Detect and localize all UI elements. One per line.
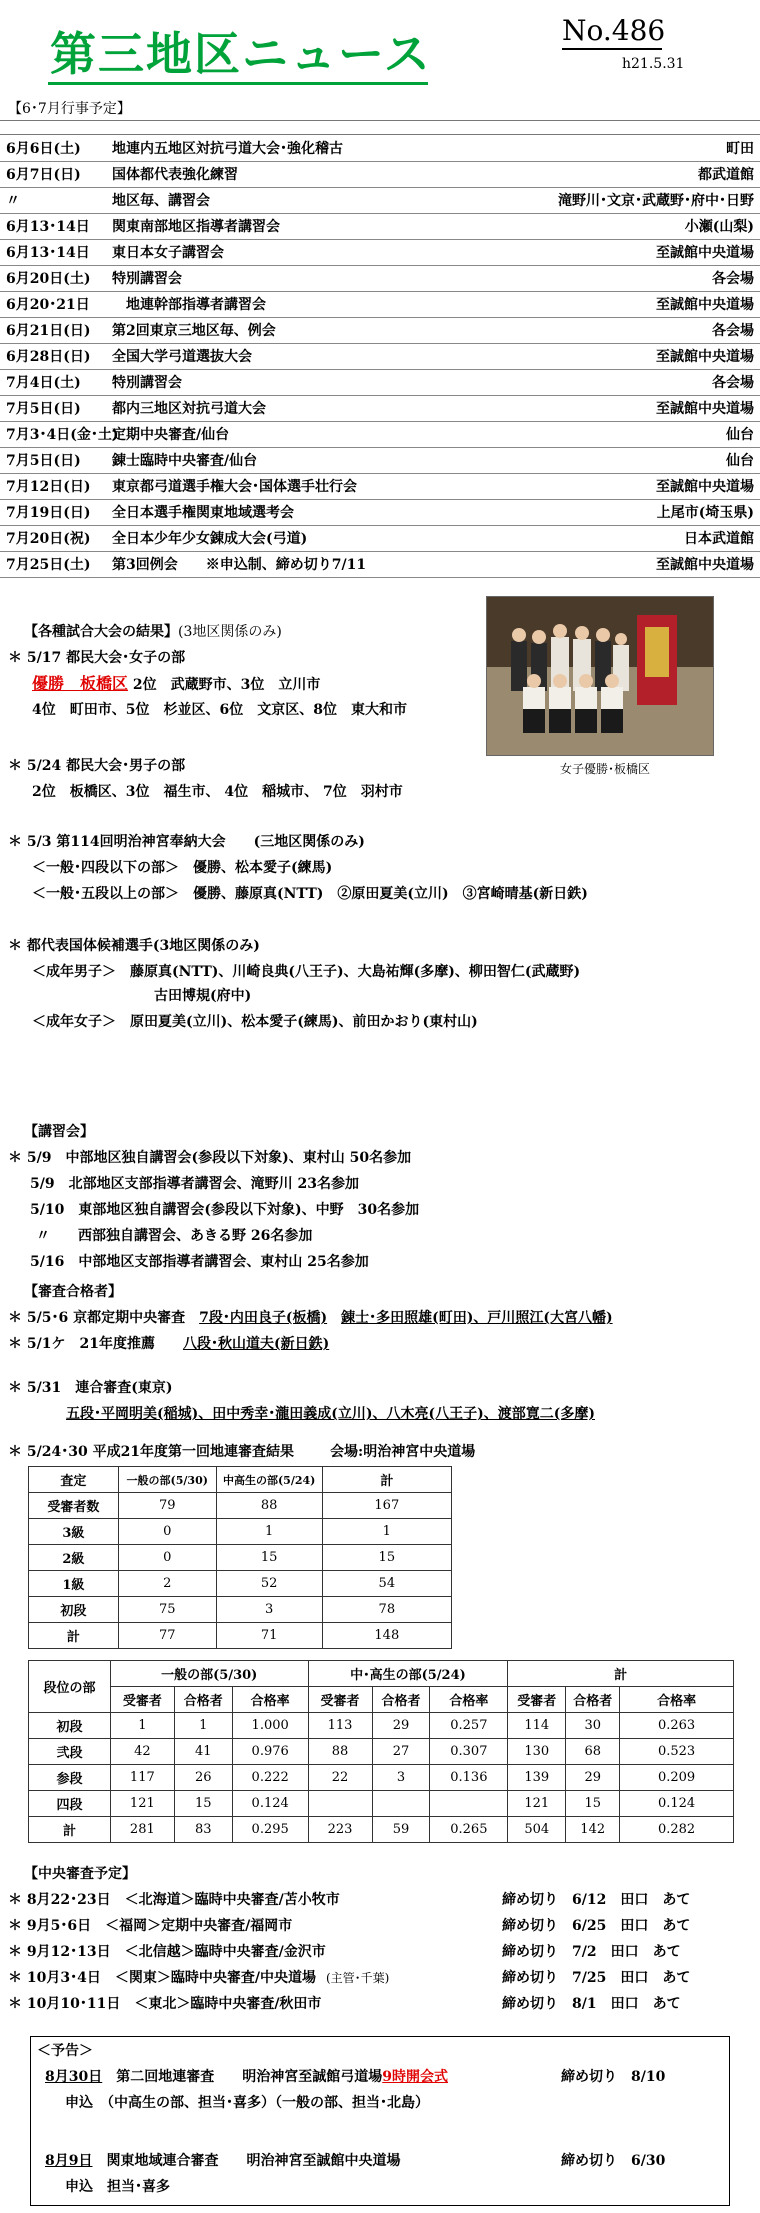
table-cell: 0.124 — [232, 1791, 308, 1817]
lecture-line: 5/16 中部地区支部指導者講習会、東村山 25名参加 — [30, 1254, 369, 1270]
result-line: 4位 町田市、5位 杉並区、6位 文京区、8位 東大和市 — [32, 702, 407, 718]
table-body — [29, 1713, 734, 1843]
notice-line: 8月9日 関東地域連合審査 明治神宮至誠館中央道場 — [45, 2153, 401, 2169]
central-deadline: 締め切り 7/25 田口 あて — [502, 1970, 691, 1986]
table-row — [29, 1571, 452, 1597]
table-cell — [308, 1791, 372, 1817]
result-line: ＊ 都代表国体候補選手(3地区関係のみ) — [8, 938, 260, 954]
schedule-date: 6月13･14日 — [6, 245, 90, 261]
table-cell: 121 — [508, 1791, 566, 1817]
table-cell: 1.000 — [232, 1713, 308, 1739]
schedule-event: 定期中央審査/仙台 — [98, 427, 230, 443]
pass-line: ＊ 5/31 連合審査(東京) — [8, 1380, 173, 1396]
central-item-text: ＊ 8月22･23日 ＜北海道＞臨時中央審査/苫小牧市 — [8, 1892, 340, 1908]
central-item — [8, 1914, 292, 1938]
table-row — [29, 1713, 734, 1739]
schedule-row — [0, 552, 760, 578]
table-row — [29, 1597, 452, 1623]
central-item-text: ＊ 9月12･13日 ＜北信越＞臨時中央審査/金沢市 — [8, 1944, 326, 1960]
table-row — [29, 1545, 452, 1571]
photo-caption: 女子優勝･板橋区 — [560, 762, 651, 776]
notice-heading: ＜予告＞ — [37, 2043, 93, 2059]
schedule-place: 町田 — [726, 141, 754, 157]
table-cell: 3 — [372, 1765, 430, 1791]
result-line: ＜一般･四段以下の部＞ 優勝、松本愛子(練馬) — [32, 860, 333, 876]
schedule-row — [0, 266, 760, 292]
schedule-event: 全日本選手権関東地域選考会 — [98, 505, 294, 521]
issue-date: h21.5.31 — [622, 56, 685, 72]
team-photo — [486, 596, 714, 756]
table-row — [29, 1817, 734, 1843]
table-cell: 167 — [322, 1493, 451, 1519]
schedule-place: 仙台 — [726, 453, 754, 469]
table-header-row — [29, 1661, 734, 1687]
schedule-row — [0, 474, 760, 500]
table-cell — [430, 1791, 508, 1817]
schedule-place: 小瀬(山梨) — [684, 219, 754, 235]
central-item — [8, 1992, 321, 2016]
schedule-date: 6月28日(日) — [6, 349, 91, 365]
table-cell: 参段 — [29, 1765, 111, 1791]
central-item — [8, 1966, 389, 1990]
result-line: ＜成年男子＞ 藤原真(NTT)、川崎良典(八王子)、大島祐輝(多摩)、柳田智仁(武蔵野) — [32, 964, 581, 980]
schedule-event: 特別講習会 — [98, 375, 182, 391]
notice-line: 8月30日 第二回地連審査 明治神宮至誠館弓道場9時開会式 — [45, 2069, 448, 2085]
central-item-text: ＊ 10月3･4日 ＜関東＞臨時中央審査/中央道場 — [8, 1970, 316, 1986]
schedule-place: 至誠館中央道場 — [656, 479, 754, 495]
table-cell: 121 — [110, 1791, 174, 1817]
table-cell: 初段 — [29, 1597, 119, 1623]
table-row — [29, 1765, 734, 1791]
schedule-place: 滝野川･文京･武蔵野･府中･日野 — [558, 193, 754, 209]
table-cell: 139 — [508, 1765, 566, 1791]
table-cell: 0.257 — [430, 1713, 508, 1739]
table-subheader-cell: 受審者 — [508, 1687, 566, 1713]
central-deadline: 締め切り 8/1 田口 あて — [502, 1996, 681, 2012]
notice-deadline: 締め切り 8/10 — [561, 2069, 666, 2085]
lecture-line: 5/10 東部地区独自講習会(参段以下対象)、中野 30名参加 — [30, 1202, 420, 1218]
schedule-place: 仙台 — [726, 427, 754, 443]
schedule-event: 特別講習会 — [98, 271, 182, 287]
table-group-header: 計 — [508, 1661, 734, 1687]
table-cell: 1 — [174, 1713, 232, 1739]
schedule-row — [0, 240, 760, 266]
table-cell: 0.136 — [430, 1765, 508, 1791]
grade-result-table — [28, 1466, 452, 1649]
table-cell: 59 — [372, 1817, 430, 1843]
table-cell: 30 — [566, 1713, 620, 1739]
table-cell: 受審者数 — [29, 1493, 119, 1519]
schedule-row — [0, 318, 760, 344]
table-header-row — [29, 1467, 452, 1493]
schedule-heading: 【6･7月行事予定】 — [8, 101, 131, 117]
table-cell: 0.282 — [620, 1817, 734, 1843]
table-cell: 初段 — [29, 1713, 111, 1739]
table-row — [29, 1493, 452, 1519]
schedule-event: 都内三地区対抗弓道大会 — [98, 401, 266, 417]
table-cell: 0 — [118, 1545, 216, 1571]
table-cell: 281 — [110, 1817, 174, 1843]
central-item — [8, 1888, 340, 1912]
central-item-text: ＊ 9月5･6日 ＜福岡＞定期中央審査/福岡市 — [8, 1918, 293, 1934]
schedule-place: 上尾市(埼玉県) — [656, 505, 754, 521]
table-cell: 504 — [508, 1817, 566, 1843]
central-item-note: (主管･千葉) — [325, 1971, 390, 1985]
table-group-header: 一般の部(5/30) — [110, 1661, 308, 1687]
schedule-date: 7月12日(日) — [6, 479, 91, 495]
table-header-cell: 査定 — [29, 1467, 119, 1493]
notice-box — [30, 2036, 730, 2206]
table-cell: 75 — [118, 1597, 216, 1623]
lecture-line: ＊ 5/9 中部地区独自講習会(参段以下対象)、東村山 50名参加 — [8, 1150, 412, 1166]
schedule-event: 全日本少年少女錬成大会(弓道) — [98, 531, 308, 547]
table-cell: 42 — [110, 1739, 174, 1765]
table-cell: 1 — [216, 1519, 322, 1545]
table-cell: 15 — [216, 1545, 322, 1571]
dan-result-table — [28, 1660, 734, 1843]
schedule-event: 第2回東京三地区毎、例会 — [98, 323, 276, 339]
table-cell: 88 — [308, 1739, 372, 1765]
schedule-date: 7月4日(土) — [6, 375, 81, 391]
table-cell: 77 — [118, 1623, 216, 1649]
schedule-row — [0, 162, 760, 188]
central-deadline: 締め切り 6/25 田口 あて — [502, 1918, 691, 1934]
table-subheader-cell: 受審者 — [308, 1687, 372, 1713]
result-line: ＊ 5/17 都民大会･女子の部 — [8, 650, 186, 666]
notice-line: 申込 （中高生の部、担当･喜多）（一般の部、担当･北島） — [65, 2095, 429, 2111]
schedule-date: 〃 — [6, 193, 20, 209]
schedule-date: 6月20日(土) — [6, 271, 91, 287]
table-cell: 114 — [508, 1713, 566, 1739]
table-cell: 3級 — [29, 1519, 119, 1545]
schedule-date: 7月5日(日) — [6, 401, 81, 417]
schedule-row — [0, 370, 760, 396]
schedule-date: 7月19日(日) — [6, 505, 91, 521]
table-cell: 2級 — [29, 1545, 119, 1571]
pass-line: ＊ 5/5･6 京都定期中央審査 7段･内田良子(板橋) 錬士･多田照雄(町田)、戸川照江(大宮八幡) — [8, 1310, 613, 1326]
schedule-place: 至誠館中央道場 — [656, 349, 754, 365]
result-line: ＊ 5/24 都民大会･男子の部 — [8, 758, 186, 774]
schedule-event: 国体都代表強化練習 — [98, 167, 238, 183]
central-item-text: ＊ 10月10･11日 ＜東北＞臨時中央審査/秋田市 — [8, 1996, 322, 2012]
central-deadline: 締め切り 7/2 田口 あて — [502, 1944, 681, 1960]
schedule-row — [0, 422, 760, 448]
table-subheader-cell: 合格率 — [232, 1687, 308, 1713]
schedule-row — [0, 292, 760, 318]
table-header-cell: 一般の部(5/30) — [118, 1467, 216, 1493]
table-subheader-cell: 受審者 — [110, 1687, 174, 1713]
pass-line: 五段･平岡明美(稲城)、田中秀幸･瀧田義成(立川)、八木亮(八王子)、渡部寛二(多摩) — [66, 1406, 595, 1422]
table-cell: 計 — [29, 1817, 111, 1843]
schedule-event: 錬士臨時中央審査/仙台 — [98, 453, 258, 469]
table-cell: 0 — [118, 1519, 216, 1545]
table-row — [29, 1623, 452, 1649]
table-subheader-row — [29, 1687, 734, 1713]
result-line: 2位 板橋区、3位 福生市、 4位 稲城市、 7位 羽村市 — [32, 784, 403, 800]
result-line: ＜成年女子＞ 原田夏美(立川)、松本愛子(練馬)、前田かおり(東村山) — [32, 1014, 478, 1030]
table-body — [29, 1493, 452, 1649]
table-cell: 0.295 — [232, 1817, 308, 1843]
result-line: 優勝 板橋区 2位 武蔵野市、3位 立川市 — [32, 674, 321, 693]
table-header-cell: 中高生の部(5/24) — [216, 1467, 322, 1493]
lecture-line: 〃 西部独自講習会、あきる野 26名参加 — [36, 1228, 313, 1244]
schedule-date: 7月3･4日(金･土) — [6, 427, 119, 443]
table-cell — [372, 1791, 430, 1817]
table-subheader-cell: 合格者 — [372, 1687, 430, 1713]
pass-line: ＊ 5/1ケ 21年度推薦 八段･秋山道夫(新日鉄) — [8, 1336, 330, 1352]
result-line: ＊ 5/3 第114回明治神宮奉納大会 (三地区関係のみ) — [8, 834, 365, 850]
table-cell: 142 — [566, 1817, 620, 1843]
schedule-date: 6月6日(土) — [6, 141, 81, 157]
notice-deadline: 締め切り 6/30 — [561, 2153, 666, 2169]
schedule-event: 地連内五地区対抗弓道大会･強化稽古 — [98, 141, 343, 157]
table-subheader-cell: 合格率 — [620, 1687, 734, 1713]
table-cell: 0.222 — [232, 1765, 308, 1791]
table-cell: 29 — [566, 1765, 620, 1791]
table-cell: 27 — [372, 1739, 430, 1765]
table-cell: 29 — [372, 1713, 430, 1739]
table-cell: 68 — [566, 1739, 620, 1765]
table-cell: 54 — [322, 1571, 451, 1597]
table-cell: 0.976 — [232, 1739, 308, 1765]
table-cell: 52 — [216, 1571, 322, 1597]
table-row — [29, 1519, 452, 1545]
schedule-date: 7月5日(日) — [6, 453, 81, 469]
table-cell: 26 — [174, 1765, 232, 1791]
central-heading: 【中央審査予定】 — [24, 1866, 136, 1882]
table-cell: 0.523 — [620, 1739, 734, 1765]
result-line: 古田博規(府中) — [154, 988, 252, 1004]
issue-underline — [562, 48, 662, 50]
table-row — [29, 1739, 734, 1765]
schedule-event: 第3回例会 ※申込制、締め切り7/11 — [98, 557, 367, 573]
pass-heading: 【審査合格者】 — [24, 1284, 122, 1300]
table-corner: 段位の部 — [29, 1661, 111, 1713]
table-cell: 2 — [118, 1571, 216, 1597]
schedule-row — [0, 526, 760, 552]
lecture-line: 5/9 北部地区支部指導者講習会、滝野川 23名参加 — [30, 1176, 359, 1192]
table-cell: 1 — [322, 1519, 451, 1545]
issue-number: No.486 — [562, 14, 666, 47]
table-cell: 71 — [216, 1623, 322, 1649]
schedule-place: 至誠館中央道場 — [656, 245, 754, 261]
schedule-date: 6月20･21日 — [6, 297, 90, 313]
schedule-place: 都武道館 — [698, 167, 754, 183]
schedule-date: 7月25日(土) — [6, 557, 91, 573]
pass-line: ＊ 5/24･30 平成21年度第一回地連審査結果 会場:明治神宮中央道場 — [8, 1444, 476, 1460]
schedule-row — [0, 500, 760, 526]
schedule-event: 東京都弓道選手権大会･国体選手壮行会 — [98, 479, 357, 495]
table-cell: 113 — [308, 1713, 372, 1739]
schedule-divider — [0, 120, 760, 121]
schedule-row — [0, 188, 760, 214]
schedule-event: 地連幹部指導者講習会 — [98, 297, 266, 313]
team-photo-illustration — [487, 597, 714, 756]
schedule-date: 6月21日(日) — [6, 323, 91, 339]
table-header-cell: 計 — [322, 1467, 451, 1493]
result-line: ＜一般･五段以上の部＞ 優勝、藤原真(NTT) ②原田夏美(立川) ③宮崎晴基(新日鉄) — [32, 886, 588, 902]
table-subheader-cell: 合格者 — [566, 1687, 620, 1713]
table-cell: 0.265 — [430, 1817, 508, 1843]
table-subheader-cell: 合格率 — [430, 1687, 508, 1713]
schedule-place: 至誠館中央道場 — [656, 401, 754, 417]
schedule-place: 各会場 — [712, 271, 754, 287]
table-cell: 223 — [308, 1817, 372, 1843]
schedule-row — [0, 448, 760, 474]
schedule-event: 関東南部地区指導者講習会 — [98, 219, 280, 235]
schedule-date: 6月7日(日) — [6, 167, 81, 183]
results-heading: 【各種試合大会の結果】(3地区関係のみ) — [24, 624, 282, 640]
schedule-row — [0, 396, 760, 422]
table-cell: 0.209 — [620, 1765, 734, 1791]
table-cell: 0.124 — [620, 1791, 734, 1817]
table-group-header: 中･高生の部(5/24) — [308, 1661, 508, 1687]
table-cell: 1 — [110, 1713, 174, 1739]
central-deadline: 締め切り 6/12 田口 あて — [502, 1892, 691, 1908]
schedule-event: 全国大学弓道選抜大会 — [98, 349, 252, 365]
table-cell: 88 — [216, 1493, 322, 1519]
table-cell: 78 — [322, 1597, 451, 1623]
table-cell: 1級 — [29, 1571, 119, 1597]
table-cell: 148 — [322, 1623, 451, 1649]
table-cell: 0.307 — [430, 1739, 508, 1765]
schedule-place: 各会場 — [712, 323, 754, 339]
central-item — [8, 1940, 326, 1964]
table-cell: 計 — [29, 1623, 119, 1649]
schedule-date: 7月20日(祝) — [6, 531, 91, 547]
schedule-row — [0, 344, 760, 370]
table-subheader-cell: 合格者 — [174, 1687, 232, 1713]
schedule-event: 地区毎、講習会 — [98, 193, 210, 209]
table-cell: 15 — [322, 1545, 451, 1571]
schedule-place: 至誠館中央道場 — [656, 557, 754, 573]
lectures-heading: 【講習会】 — [24, 1124, 94, 1140]
table-cell: 83 — [174, 1817, 232, 1843]
schedule-row — [0, 136, 760, 162]
schedule-place: 日本武道館 — [684, 531, 754, 547]
table-cell: 15 — [174, 1791, 232, 1817]
table-cell: 四段 — [29, 1791, 111, 1817]
table-cell: 41 — [174, 1739, 232, 1765]
table-cell: 弐段 — [29, 1739, 111, 1765]
schedule-date: 6月13･14日 — [6, 219, 90, 235]
schedule-divider — [0, 134, 760, 135]
schedule-place: 至誠館中央道場 — [656, 297, 754, 313]
winner-text: 優勝 板橋区 — [32, 674, 129, 693]
schedule-event: 東日本女子講習会 — [98, 245, 224, 261]
table-cell: 22 — [308, 1765, 372, 1791]
table-cell: 79 — [118, 1493, 216, 1519]
schedule-place: 各会場 — [712, 375, 754, 391]
title-underline — [48, 82, 428, 85]
notice-line: 申込 担当･喜多 — [65, 2179, 170, 2195]
table-cell: 15 — [566, 1791, 620, 1817]
table-cell: 117 — [110, 1765, 174, 1791]
table-cell: 3 — [216, 1597, 322, 1623]
table-row — [29, 1791, 734, 1817]
table-cell: 130 — [508, 1739, 566, 1765]
table-cell: 0.263 — [620, 1713, 734, 1739]
newsletter-title: 第三地区ニュース — [50, 27, 432, 81]
schedule-row — [0, 214, 760, 240]
